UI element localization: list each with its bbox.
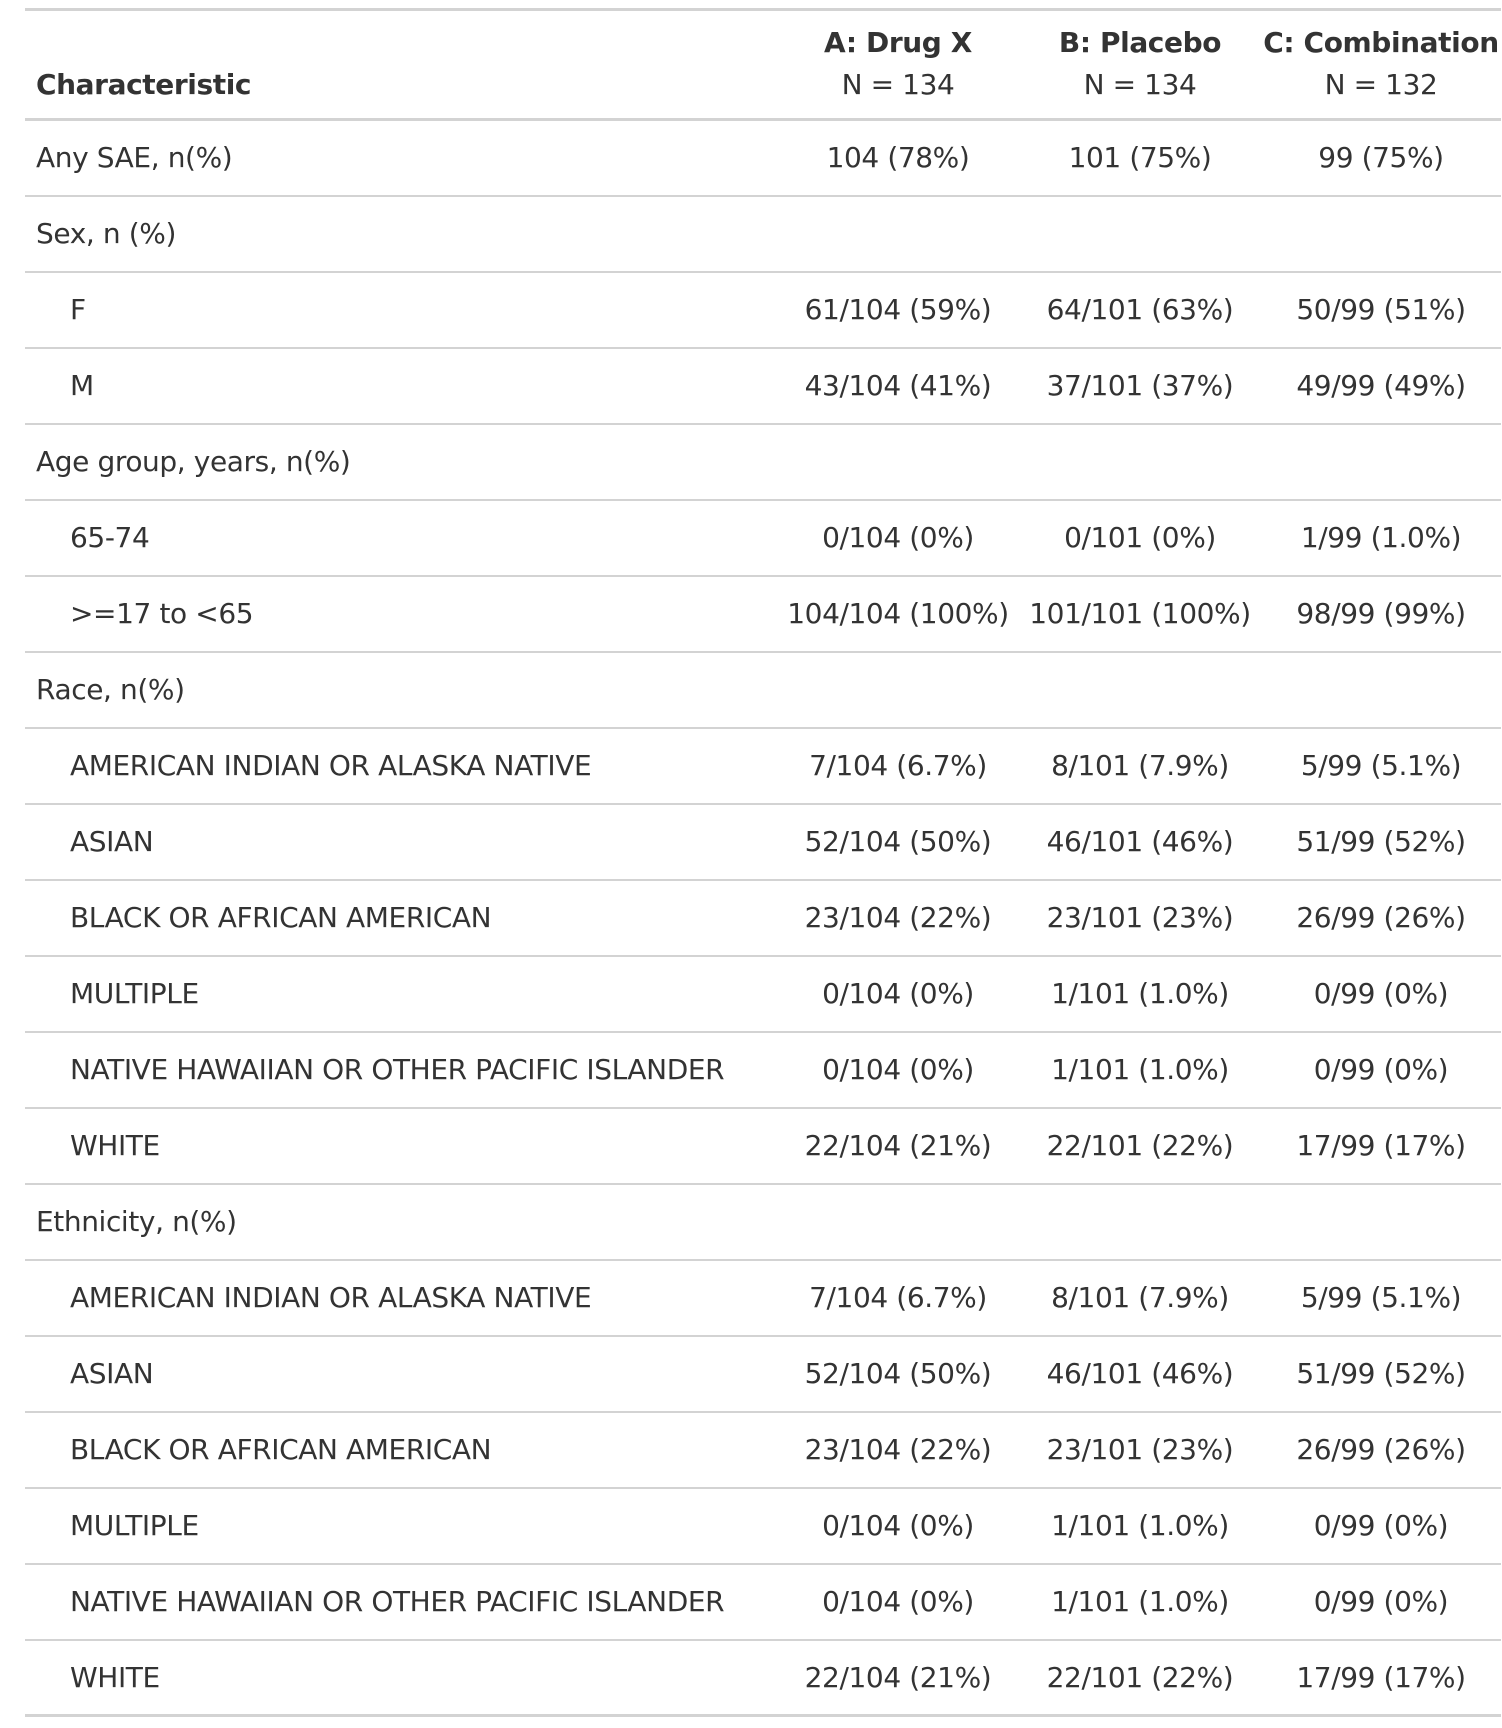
cell-group-a: 0/104 (0%) xyxy=(822,1053,974,1086)
section-label: Any SAE, n(%) xyxy=(36,141,233,175)
cell-group-c: 0/99 (0%) xyxy=(1313,977,1449,1010)
cell-group-a: 43/104 (41%) xyxy=(804,369,992,402)
cell-group-a: 104 (78%) xyxy=(826,141,970,175)
table-row-section xyxy=(25,1184,1501,1260)
row-label: M xyxy=(70,369,94,402)
row-label: ASIAN xyxy=(70,825,154,858)
cell-group-b: 0/101 (0%) xyxy=(1064,521,1216,554)
row-label: WHITE xyxy=(70,1129,160,1162)
table-body xyxy=(25,120,1501,1716)
table-row xyxy=(25,880,1501,956)
row-label: BLACK OR AFRICAN AMERICAN xyxy=(70,901,492,934)
section-label: Race, n(%) xyxy=(36,673,185,706)
cell-group-b: 101/101 (100%) xyxy=(1029,597,1251,630)
table-row-section xyxy=(25,196,1501,272)
table-row xyxy=(25,1488,1501,1564)
cell-group-a: 22/104 (21%) xyxy=(804,1660,992,1694)
cell-group-a: 22/104 (21%) xyxy=(804,1129,992,1162)
cell-group-c: 49/99 (49%) xyxy=(1296,369,1466,402)
table-row-section xyxy=(25,652,1501,728)
row-label: >=17 to <65 xyxy=(70,597,254,630)
header-characteristic: Characteristic xyxy=(36,68,252,101)
cell-group-a: 0/104 (0%) xyxy=(822,977,974,1010)
header-group-c xyxy=(1261,10,1501,120)
table-row xyxy=(25,1108,1501,1184)
cell-group-b xyxy=(1019,424,1261,500)
cell-group-c xyxy=(1261,424,1501,500)
table-row xyxy=(25,956,1501,1032)
section-label: Ethnicity, n(%) xyxy=(36,1205,237,1238)
cell-group-a: 0/104 (0%) xyxy=(822,1509,974,1542)
cell-group-a xyxy=(777,1184,1019,1260)
cell-group-c: 1/99 (1.0%) xyxy=(1300,521,1462,554)
row-label: F xyxy=(70,293,86,326)
header-row xyxy=(25,10,1501,120)
cell-group-a xyxy=(777,652,1019,728)
row-label: WHITE xyxy=(70,1660,160,1694)
table-row xyxy=(25,576,1501,652)
table-row xyxy=(25,1640,1501,1716)
cell-group-c xyxy=(1261,652,1501,728)
cell-group-a: 0/104 (0%) xyxy=(822,1585,974,1618)
group-b-n: N = 134 xyxy=(1083,68,1197,101)
cell-group-b: 1/101 (1.0%) xyxy=(1051,977,1229,1010)
table-row xyxy=(25,1336,1501,1412)
cell-group-c: 5/99 (5.1%) xyxy=(1300,1281,1462,1314)
row-label: BLACK OR AFRICAN AMERICAN xyxy=(70,1433,492,1466)
cell-group-b: 101 (75%) xyxy=(1068,141,1212,175)
row-label: NATIVE HAWAIIAN OR OTHER PACIFIC ISLANDER xyxy=(70,1585,725,1618)
row-label: MULTIPLE xyxy=(70,977,199,1010)
table-row xyxy=(25,500,1501,576)
row-label: 65-74 xyxy=(70,521,150,554)
table-row xyxy=(25,728,1501,804)
table-header xyxy=(25,10,1501,120)
section-label: Age group, years, n(%) xyxy=(36,445,351,478)
cell-group-c: 98/99 (99%) xyxy=(1296,597,1466,630)
cell-group-b: 8/101 (7.9%) xyxy=(1051,1281,1229,1314)
cell-group-c: 17/99 (17%) xyxy=(1296,1129,1466,1162)
table-row xyxy=(25,272,1501,348)
table-row xyxy=(25,804,1501,880)
cell-group-b xyxy=(1019,1184,1261,1260)
group-a-name: A: Drug X xyxy=(824,26,972,59)
row-label: NATIVE HAWAIIAN OR OTHER PACIFIC ISLANDER xyxy=(70,1053,725,1086)
section-label: Sex, n (%) xyxy=(36,217,176,250)
cell-group-a: 23/104 (22%) xyxy=(804,1433,992,1466)
cell-group-a: 61/104 (59%) xyxy=(804,293,992,326)
cell-group-c: 51/99 (52%) xyxy=(1296,1357,1466,1390)
summary-table xyxy=(25,8,1501,1717)
cell-group-c: 5/99 (5.1%) xyxy=(1300,749,1462,782)
cell-group-b: 64/101 (63%) xyxy=(1046,293,1234,326)
row-label: ASIAN xyxy=(70,1357,154,1390)
cell-group-c: 26/99 (26%) xyxy=(1296,1433,1466,1466)
cell-group-b: 1/101 (1.0%) xyxy=(1051,1585,1229,1618)
cell-group-b xyxy=(1019,196,1261,272)
cell-group-c: 0/99 (0%) xyxy=(1313,1053,1449,1086)
cell-group-a: 104/104 (100%) xyxy=(787,597,1009,630)
table-row xyxy=(25,348,1501,424)
cell-group-b: 22/101 (22%) xyxy=(1046,1660,1234,1694)
cell-group-b xyxy=(1019,652,1261,728)
group-c-name: C: Combination xyxy=(1263,26,1499,59)
row-label: AMERICAN INDIAN OR ALASKA NATIVE xyxy=(70,749,592,782)
cell-group-a: 7/104 (6.7%) xyxy=(809,749,987,782)
cell-group-c: 26/99 (26%) xyxy=(1296,901,1466,934)
cell-group-b: 46/101 (46%) xyxy=(1046,1357,1234,1390)
header-group-b xyxy=(1019,10,1261,120)
cell-group-b: 1/101 (1.0%) xyxy=(1051,1509,1229,1542)
cell-group-b: 8/101 (7.9%) xyxy=(1051,749,1229,782)
table-row-section xyxy=(25,120,1501,196)
cell-group-b: 1/101 (1.0%) xyxy=(1051,1053,1229,1086)
header-group-a xyxy=(777,10,1019,120)
group-a-n: N = 134 xyxy=(841,68,955,101)
cell-group-c: 51/99 (52%) xyxy=(1296,825,1466,858)
cell-group-c: 0/99 (0%) xyxy=(1313,1585,1449,1618)
table-row xyxy=(25,1564,1501,1640)
cell-group-a: 52/104 (50%) xyxy=(804,825,992,858)
group-b-name: B: Placebo xyxy=(1058,26,1222,59)
cell-group-a: 7/104 (6.7%) xyxy=(809,1281,987,1314)
cell-group-b: 22/101 (22%) xyxy=(1046,1129,1234,1162)
cell-group-a: 23/104 (22%) xyxy=(804,901,992,934)
cell-group-c xyxy=(1261,196,1501,272)
cell-group-c xyxy=(1261,1184,1501,1260)
table-row xyxy=(25,1412,1501,1488)
row-label: MULTIPLE xyxy=(70,1509,199,1542)
cell-group-a xyxy=(777,196,1019,272)
table-row xyxy=(25,1260,1501,1336)
cell-group-a: 52/104 (50%) xyxy=(804,1357,992,1390)
row-label: AMERICAN INDIAN OR ALASKA NATIVE xyxy=(70,1281,592,1314)
cell-group-c: 17/99 (17%) xyxy=(1296,1660,1466,1694)
cell-group-c: 99 (75%) xyxy=(1318,141,1444,175)
table-row-section xyxy=(25,424,1501,500)
table-row xyxy=(25,1032,1501,1108)
cell-group-c: 0/99 (0%) xyxy=(1313,1509,1449,1542)
cell-group-b: 23/101 (23%) xyxy=(1046,901,1234,934)
cell-group-b: 37/101 (37%) xyxy=(1046,369,1234,402)
cell-group-b: 23/101 (23%) xyxy=(1046,1433,1234,1466)
cell-group-a xyxy=(777,424,1019,500)
cell-group-a: 0/104 (0%) xyxy=(822,521,974,554)
cell-group-c: 50/99 (51%) xyxy=(1296,293,1466,326)
group-c-n: N = 132 xyxy=(1324,68,1438,101)
cell-group-b: 46/101 (46%) xyxy=(1046,825,1234,858)
